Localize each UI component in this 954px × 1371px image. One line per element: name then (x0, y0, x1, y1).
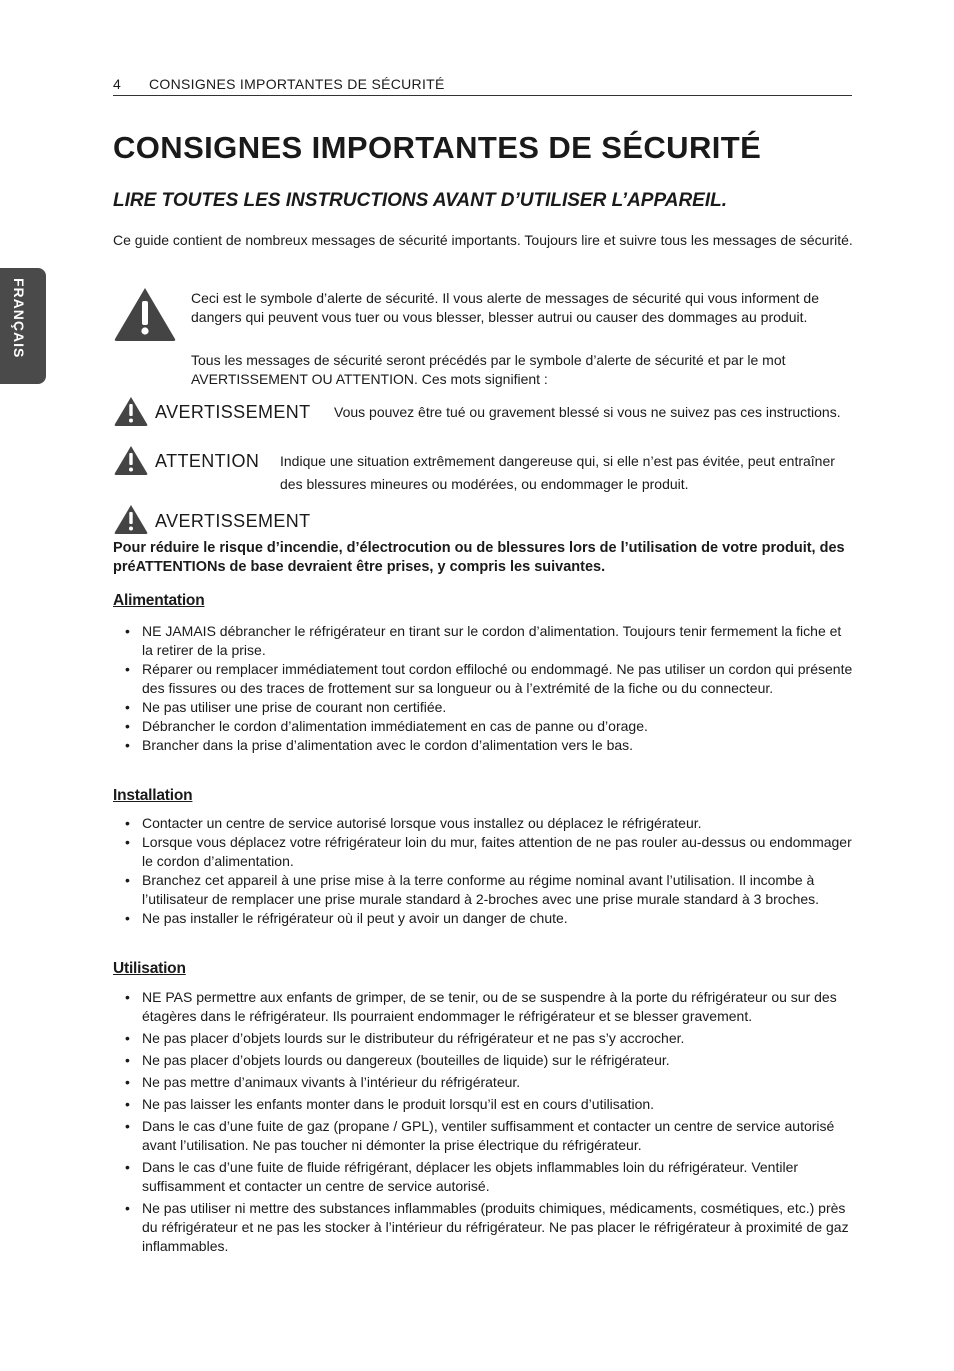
page-subtitle: LIRE TOUTES LES INSTRUCTIONS AVANT D’UTILISER L’APPAREIL. (113, 190, 728, 211)
list-item: • Branchez cet appareil à une prise mise à la terre conforme au régime nominal avant l’utilisation. Il incombe à l’utilisateur de remplacer une prise murale standard à 2-broches avec une prise murale standard à 3 broches. (125, 872, 820, 907)
page-number: 4 (113, 76, 121, 92)
section-heading-utilisation: Utilisation (113, 960, 186, 977)
warning-triangle-icon (113, 444, 149, 476)
list-utilisation (113, 988, 855, 1259)
section-heading-installation: Installation (113, 787, 193, 804)
warning-block-text: Pour réduire le risque d’incendie, d’électrocution ou de blessures lors de l’utilisation de votre produit, des préATTENTIONs de base devraient être prises, y compris les suivantes. (113, 540, 845, 575)
signal-caution-description: Indique une situation extrêmement dangereuse qui, si elle n’est pas évitée, peut entraîner des blessures mineures ou modérées, ou endommager le produit. (280, 453, 835, 492)
language-tab (0, 268, 46, 384)
signal-word-caution: ATTENTION (155, 451, 260, 471)
warning-block-word: AVERTISSEMENT (155, 511, 311, 531)
list-item: • Contacter un centre de service autorisé lorsque vous installez ou déplacez le réfrigérateur. (125, 815, 702, 831)
alert-symbol-description: Ceci est le symbole d’alerte de sécurité. Il vous alerte de messages de sécurité qui vous informent de dangers qui peuvent vous tuer ou vous blesser, blesser autrui ou causer des dommages au produit. (191, 290, 819, 325)
warning-triangle-icon (112, 285, 178, 343)
list-item: • Ne pas installer le réfrigérateur où il peut y avoir un danger de chute. (125, 910, 568, 926)
list-item: • NE JAMAIS débrancher le réfrigérateur en tirant sur le cordon d’alimentation. Toujours tenir fermement la fiche et la retirer de la prise. (125, 623, 842, 658)
list-item: • Dans le cas d’une fuite de fluide réfrigérant, déplacer les objets inflammables loin du réfrigérateur. Ventiler suffisamment et contacter un centre de service autorisé. (125, 1159, 799, 1194)
list-alimentation (113, 622, 855, 755)
list-item: • Ne pas mettre d’animaux vivants à l’intérieur du réfrigérateur. (125, 1074, 521, 1090)
header-title: CONSIGNES IMPORTANTES DE SÉCURITÉ (149, 76, 445, 92)
signal-warning-row (113, 395, 855, 443)
signal-word-warning: AVERTISSEMENT (155, 402, 311, 422)
list-item: • Ne pas utiliser ni mettre des substances inflammables (produits chimiques, médicaments, cosmétiques, etc.) près du réfrigérateur et ne pas les stocker à l’intérieur du réfrigérateur. Ne pas placer le réfrigérateur à proximité de gaz inflammables. (125, 1200, 849, 1254)
page-title: CONSIGNES IMPORTANTES DE SÉCURITÉ (113, 130, 762, 165)
language-tab-label: FRANÇAIS (11, 278, 27, 359)
page-header (113, 74, 852, 96)
list-item: • Lorsque vous déplacez votre réfrigérateur loin du mur, faites attention de ne pas rouler au-dessus ou endommager le cordon d’alimentation. (125, 834, 852, 869)
list-item: • Ne pas utiliser une prise de courant non certifiée. (125, 699, 447, 715)
warning-triangle-icon (113, 503, 149, 535)
alert-symbol-signal-words: Tous les messages de sécurité seront précédés par le symbole d’alerte de sécurité et par le mot AVERTISSEMENT OU ATTENTION. Ces mots signifient : (191, 352, 786, 387)
list-item: • NE PAS permettre aux enfants de grimper, de se tenir, ou de se suspendre à la porte du réfrigérateur ou sur des étagères dans le réfrigérateur. Ils pourraient endommager le réfrigérateur et se blesser gravement. (125, 989, 837, 1024)
list-item: • Ne pas placer d’objets lourds sur le distributeur du réfrigérateur et ne pas s’y accrocher. (125, 1030, 685, 1046)
list-item: • Dans le cas d’une fuite de gaz (propane / GPL), ventiler suffisamment et contacter un centre de service autorisé avant l’utilisation. Ne pas toucher ni démonter la prise électrique du réfrigérateur. (125, 1118, 835, 1153)
signal-warning-description: Vous pouvez être tué ou gravement blessé si vous ne suivez pas ces instructions. (334, 404, 841, 420)
list-item: • Ne pas laisser les enfants monter dans le produit lorsqu’il est en cours d’utilisation. (125, 1096, 655, 1112)
section-heading-alimentation: Alimentation (113, 592, 205, 609)
warning-block-header (113, 503, 513, 537)
warning-triangle-icon (113, 395, 149, 427)
list-item: • Débrancher le cordon d’alimentation immédiatement en cas de panne ou d’orage. (125, 718, 648, 734)
intro-paragraph: Ce guide contient de nombreux messages de sécurité importants. Toujours lire et suivre tous les messages de sécurité. (113, 232, 853, 248)
list-item: • Réparer ou remplacer immédiatement tout cordon effiloché ou endommagé. Ne pas utiliser un cordon qui présente des fissures ou des traces de frottement sur sa longueur ou à l’extrémité de la fiche ou du connecteur. (125, 661, 853, 696)
list-item: • Ne pas placer d’objets lourds ou dangereux (bouteilles de liquide) sur le réfrigérateur. (125, 1052, 670, 1068)
signal-caution-row (113, 444, 855, 492)
list-item: • Brancher dans la prise d’alimentation avec le cordon d’alimentation vers le bas. (125, 737, 634, 753)
list-installation (113, 814, 855, 928)
